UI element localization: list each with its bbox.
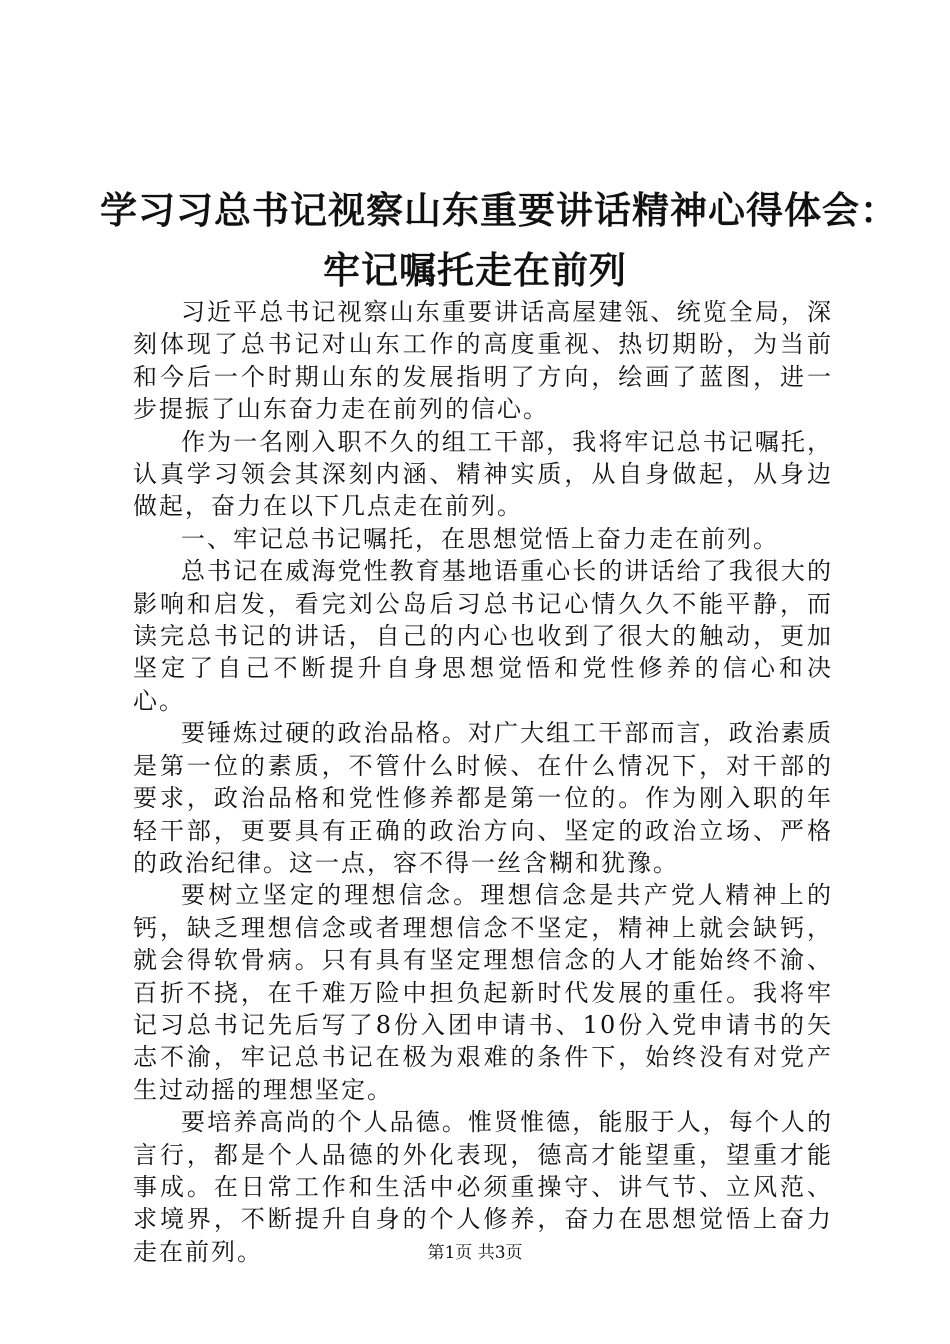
- section-heading-1: 一、牢记总书记嘱托，在思想觉悟上奋力走在前列。: [181, 524, 779, 553]
- paragraph-political-character: 要锤炼过硬的政治品格。对广大组工干部而言，政治素质是第一位的素质，不管什么时候、在什么情况下，对干部的要求，政治品格和党性修养都是第一位的。作为刚入职的年轻干部，更要具有正确的政治方向、坚定的政治立场、严格的政治纪律。这一点，容不得一丝含糊和犹豫。: [133, 719, 833, 877]
- paragraph-commitment: 作为一名刚入职不久的组工干部，我将牢记总书记嘱托，认真学习领会其深刻内涵、精神实质，从自身做起，从身边做起，奋力在以下几点走在前列。: [133, 427, 833, 521]
- paragraph-ideals-beliefs: 要树立坚定的理想信念。理想信念是共产党人精神上的钙，缺乏理想信念或者理想信念不坚定，精神上就会缺钙，就会得软骨病。只有具有坚定理想信念的人才能始终不渝、百折不挠，在千难万险中担负起新时代发展的重任。我将牢记习总书记先后写了8份入团申请书、10份入党申请书的矢志不渝，牢记总书记在极为艰难的条件下，始终没有对党产生过动摇的理想坚定。: [133, 881, 833, 1104]
- paragraph-intro: 习近平总书记视察山东重要讲话高屋建瓴、统览全局，深刻体现了总书记对山东工作的高度重视、热切期盼，为当前和今后一个时期山东的发展指明了方向，绘画了蓝图，进一步提振了山东奋力走在前列的信心。: [133, 298, 833, 424]
- page-number-footer: 第1页 共3页: [427, 1243, 523, 1263]
- document-title-line-2: 牢记嘱托走在前列: [323, 248, 627, 292]
- paragraph-personal-morality: 要培养高尚的个人品德。惟贤惟德，能服于人，每个人的言行，都是个人品德的外化表现，德高才能望重，望重才能事成。在日常工作和生活中必须重操守、讲气节、立风范、求境界，不断提升自身的个人修养，奋力在思想觉悟上奋力走在前列。: [133, 1108, 833, 1266]
- document-title-line-1: 学习习总书记视察山东重要讲话精神心得体会：: [100, 188, 898, 232]
- paragraph-weihai: 总书记在威海党性教育基地语重心长的讲话给了我很大的影响和启发，看完刘公岛后习总书记心情久久不能平静，而读完总书记的讲话，自己的内心也收到了很大的触动，更加坚定了自己不断提升自身思想觉悟和党性修养的信心和决心。: [133, 557, 833, 715]
- document-body: [133, 296, 833, 1268]
